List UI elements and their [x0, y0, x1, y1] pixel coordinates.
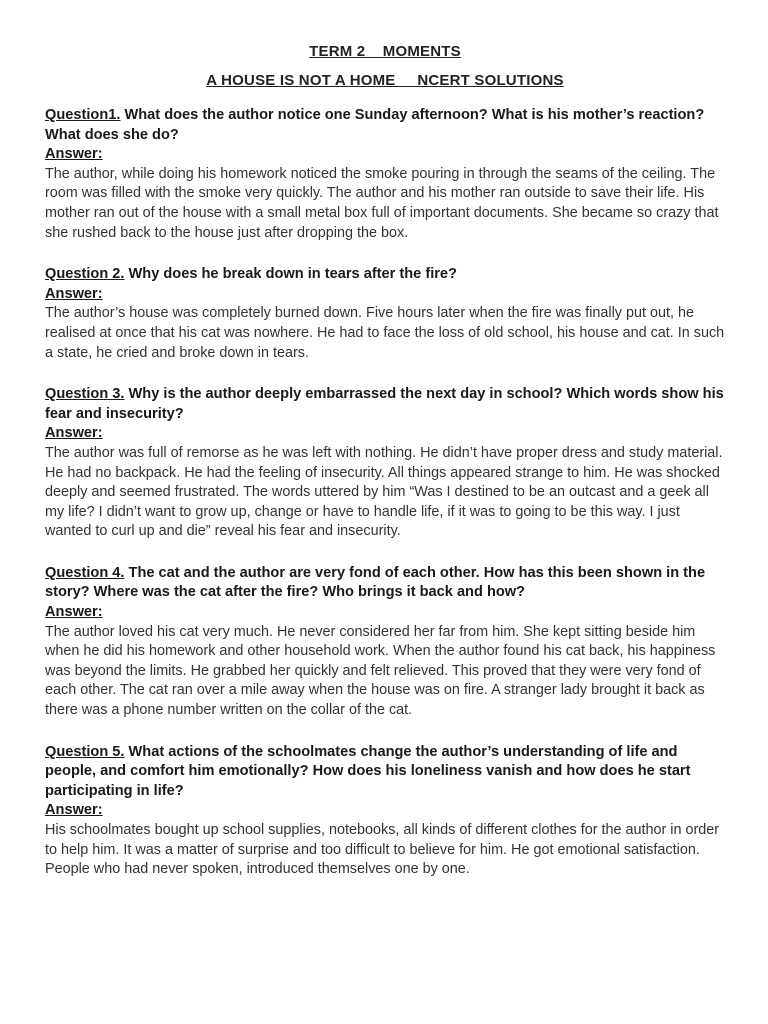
question-label: Question1.: [45, 107, 121, 123]
qa-block-5: [45, 743, 725, 880]
question-label: Question 4.: [45, 564, 125, 581]
qa-block-4: [45, 564, 725, 721]
question-3: [45, 385, 725, 424]
question-label: Question 3.: [45, 386, 125, 403]
answer-label: Answer:: [45, 604, 103, 621]
question-4: [45, 564, 725, 603]
question-text: Why does he break down in tears after the fire?: [128, 266, 457, 283]
document-title-chapter: A HOUSE IS NOT A HOME NCERT SOLUTIONS: [206, 72, 564, 89]
qa-block-3: [45, 385, 725, 542]
question-5: [45, 743, 725, 802]
answer-text: The author loved his cat very much. He never considered her far from him. She kept sitting beside him when he did his homework and other household work. When the author found his cat back, his happiness was beyond the limits. He grabbed her quickly and felt relieved. This proved that they were very fond of each other. The cat ran over a mile away when the house was on fire. A stranger lady brought it back as there was a phone number written on the collar of the cat.: [45, 623, 716, 719]
question-label: Question 2.: [45, 266, 125, 283]
answer-text: The author was full of remorse as he was left with nothing. He didn’t have proper dress and study material. He had no backpack. He had the feeling of insecurity. All things appeared strange to him. He was shocked deeply and seemed frustrated. The words uttered by him “Was I destined to be an outcast and a geek all my life? I didn’t want to grow up, change or have to handle life, if it was to going to be this way. I just wanted to curl up and die” reveal his fear and insecurity.: [45, 444, 723, 540]
question-text: Why is the author deeply embarrassed the next day in school? Which words show his fear and insecurity?: [45, 386, 724, 422]
answer-text: The author’s house was completely burned down. Five hours later when the fire was finally put out, he realised at once that his cat was nowhere. He had to face the loss of old school, his house and cat. In such a state, he cried and broke down in tears.: [45, 305, 725, 361]
question-text: What actions of the schoolmates change the author’s understanding of life and people, and comfort him emotionally? How does his loneliness vanish and how does he start participating in life?: [45, 743, 691, 799]
qa-block-1: [45, 106, 725, 243]
question-2: [45, 265, 725, 285]
answer-text: His schoolmates bought up school supplies, notebooks, all kinds of different clothes for the author in order to help him. It was a matter of surprise and too difficult to believe for him. He got emotional satisfaction. People who had never spoken, introduced themselves one by one.: [45, 822, 720, 878]
question-1: [45, 106, 725, 145]
answer-text: The author, while doing his homework noticed the smoke pouring in through the seams of the ceiling. The room was filled with the smoke very quickly. The author and his mother ran outside to save their life. His mother ran out of the house with a small metal box full of important documents. She became so crazy that she rushed back to the house just after dropping the box.: [45, 165, 719, 241]
answer-label: Answer:: [45, 802, 103, 819]
document-title-term: TERM 2 MOMENTS: [309, 43, 461, 60]
question-text: What does the author notice one Sunday afternoon? What is his mother’s reaction? What does she do?: [45, 107, 705, 143]
answer-label: Answer:: [45, 285, 103, 302]
answer-label: Answer:: [45, 425, 103, 442]
question-text: The cat and the author are very fond of each other. How has this been shown in the story? Where was the cat after the fire? Who brings it back and how?: [45, 564, 706, 601]
answer-label: Answer:: [45, 146, 103, 163]
question-label: Question 5.: [45, 743, 125, 760]
qa-block-2: [45, 265, 725, 363]
document-page: [45, 42, 725, 902]
